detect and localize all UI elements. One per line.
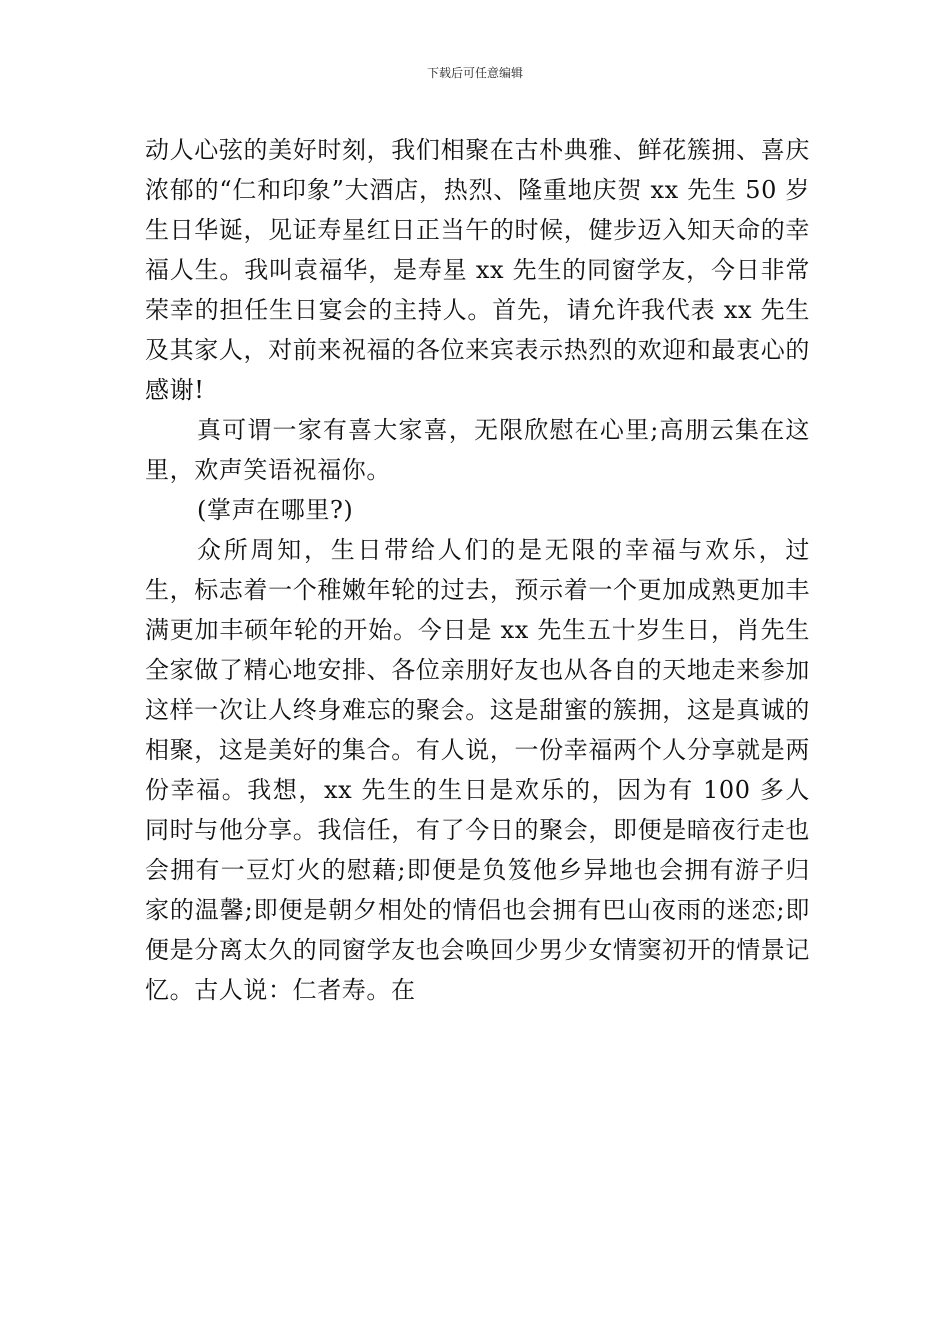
- paragraph-opening: 动人心弦的美好时刻，我们相聚在古朴典雅、鲜花簇拥、喜庆浓郁的“仁和印象”大酒店，热烈、隆重地庆贺 xx 先生 50 岁生日华诞，见证寿星红日正当午的时候，健步迈入知天命的幸福人生。我叫袁福华，是寿星 xx 先生的同窗学友，今日非常荣幸的担任生日宴会的主持人。首先，请允许我代表 xx 先生及其家人，对前来祝福的各位来宾表示热烈的欢迎和最衷心的感谢!: [145, 136, 810, 404]
- paragraph-verse: 真可谓一家有喜大家喜，无限欣慰在心里;高朋云集在这里，欢声笑语祝福你。: [145, 416, 810, 484]
- paragraph-birthday-meaning: 众所周知，生日带给人们的是无限的幸福与欢乐，过生，标志着一个稚嫩年轮的过去，预示着一个更加成熟更加丰满更加丰硕年轮的开始。今日是 xx 先生五十岁生日，肖先生全家做了精心地安排、各位亲朋好友也从各自的天地走来参加这样一次让人终身难忘的聚会。这是甜蜜的簇拥，这是真诚的相聚，这是美好的集合。有人说，一份幸福两个人分享就是两份幸福。我想，xx 先生的生日是欢乐的，因为有 100 多人同时与他分享。我信任，有了今日的聚会，即便是暗夜行走也会拥有一豆灯火的慰藉;即便是负笈他乡异地也会拥有游子归家的温馨;即便是朝夕相处的情侣也会拥有巴山夜雨的迷恋;即便是分离太久的同窗学友也会唤回少男少女情窦初开的情景记忆。古人说：仁者寿。在: [145, 536, 810, 1004]
- paragraph-applause: (掌声在哪里?): [197, 496, 354, 524]
- document-body: [145, 130, 810, 1010]
- page-header: 下载后可任意编辑: [426, 66, 523, 80]
